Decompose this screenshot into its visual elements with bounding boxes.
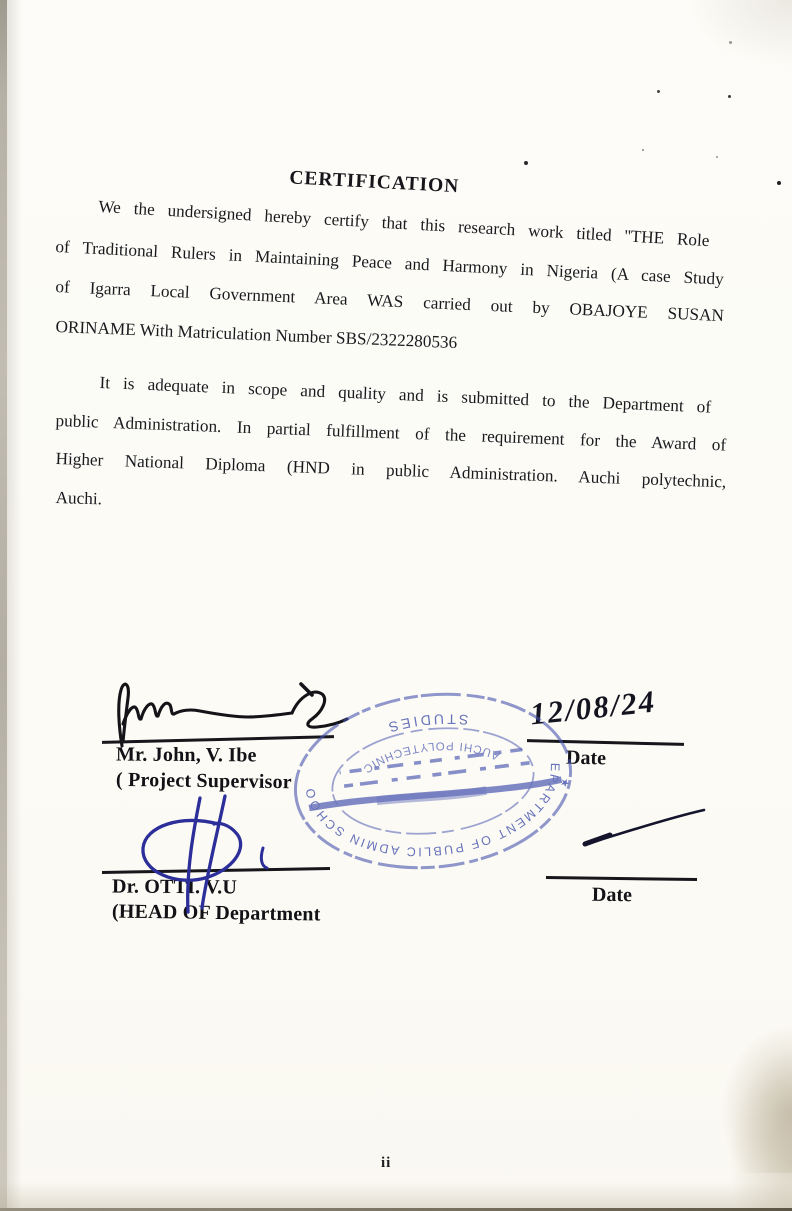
- stamp-arc-bottom-text: STUDIES: [383, 711, 469, 737]
- hod-signature-ink: [128, 794, 293, 916]
- hod-name: Dr. OTTI. V.U: [111, 875, 238, 899]
- paragraph-line: of Igarra Local Government Area WAS carried out by OBAJOYE SUSAN: [55, 276, 725, 326]
- hod-date-ink-stroke: [580, 806, 710, 848]
- supervisor-name: Mr. John, V. Ibe: [115, 743, 257, 767]
- ink-speck: [728, 95, 731, 98]
- scan-corner-shadow: [720, 1023, 792, 1173]
- ink-speck: [642, 149, 644, 151]
- supervisor-role: ( Project Supervisor: [115, 768, 292, 794]
- ink-speck: [657, 90, 660, 93]
- star-icon: ★: [559, 775, 571, 789]
- stamp-inner-text: AUCHI POLYTECHNIC: [359, 739, 502, 776]
- paragraph-line: of Traditional Rulers in Maintaining Peace and Harmony in Nigeria (A case Study: [55, 236, 725, 289]
- ink-speck: [524, 161, 528, 165]
- department-stamp: [268, 671, 598, 893]
- stamp-arc-top-text: DEPARTMENT OF PUBLIC ADMIN SCHOOL: [302, 762, 563, 859]
- paragraph-line: Auchi.: [55, 487, 103, 509]
- paragraph-line: We the undersigned hereby certify that this research work titled ''THE Role: [97, 196, 710, 251]
- paragraph-line: Higher National Diploma (HND in public Administration. Auchi polytechnic,: [55, 448, 727, 492]
- ink-speck: [716, 156, 718, 158]
- hod-role: (HEAD OF Department: [111, 900, 321, 926]
- ink-speck: [729, 41, 732, 44]
- paragraph-line: public Administration. In partial fulfillment of the requirement for the Award of: [55, 410, 727, 455]
- ink-speck: [777, 181, 781, 185]
- supervisor-date-handwriting: 12/08/24: [528, 683, 658, 732]
- paragraph-line: ORINAME With Matriculation Number SBS/2322280536: [55, 316, 458, 353]
- page-title: CERTIFICATION: [288, 167, 460, 198]
- hod-date-label: Date: [591, 883, 633, 907]
- page-number: ii: [381, 1155, 392, 1171]
- svg-text:STUDIES: [383, 708, 470, 737]
- supervisor-date-label: Date: [565, 746, 607, 770]
- scan-edge-left-shadow: [7, 0, 22, 1211]
- paragraph-line: It is adequate in scope and quality and is submitted to the Department of: [99, 372, 712, 417]
- scan-edge-left: [0, 0, 7, 1211]
- scan-edge-bottom-shadow: [0, 1182, 792, 1208]
